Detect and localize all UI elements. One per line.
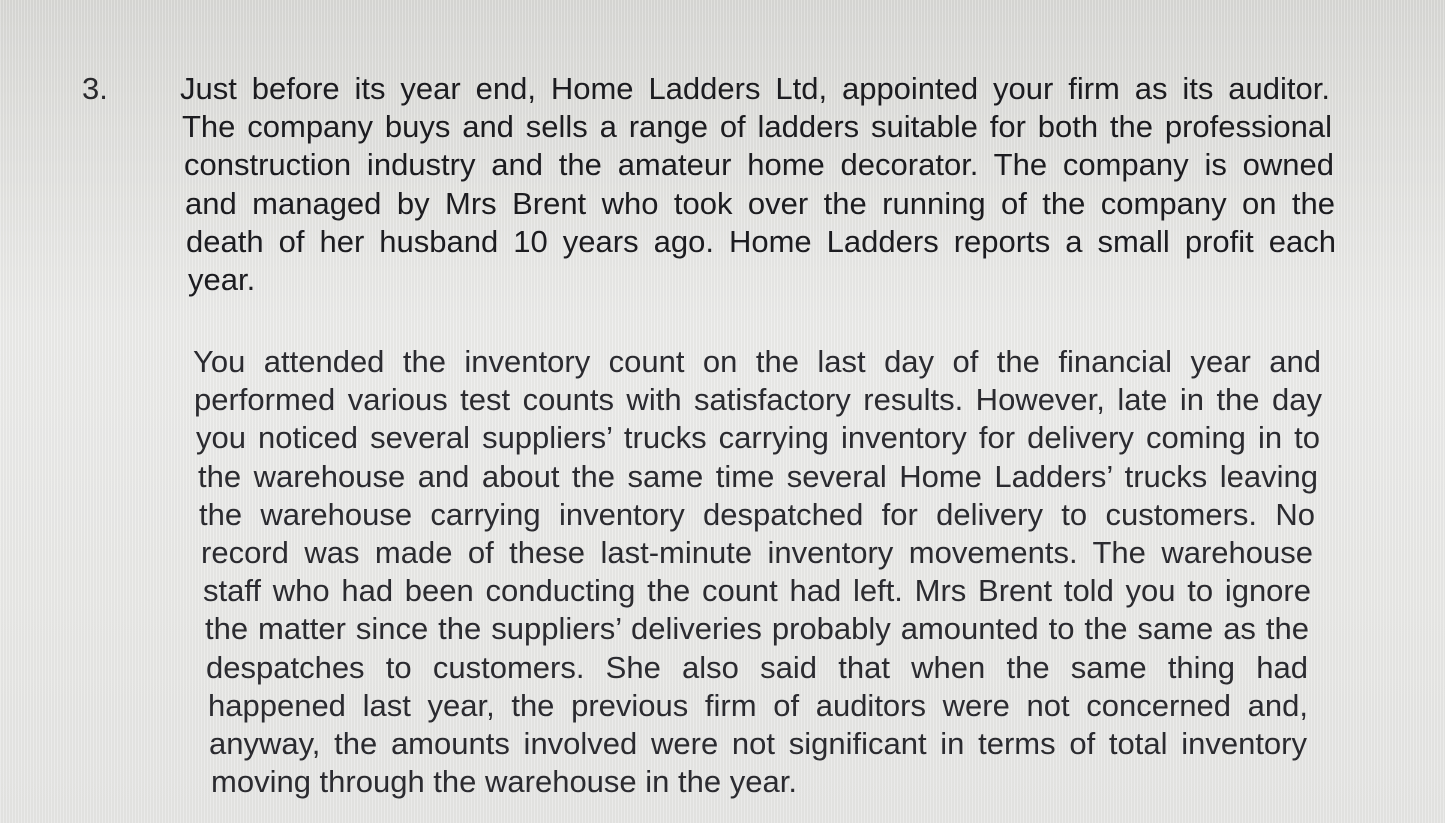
text-line: despatches to customers. She also said that when the same thing had xyxy=(206,649,1308,685)
text-line: construction industry and the amateur home decorator. The company is owned xyxy=(184,147,1334,183)
text-line: record was made of these last-minute inventory movements. The warehouse xyxy=(201,535,1313,571)
text-line: happened last year, the previous firm of auditors were not concerned and, xyxy=(208,687,1308,723)
text-line: you noticed several suppliers’ trucks carrying inventory for delivery coming in to xyxy=(196,420,1320,456)
text-line: The company buys and sells a range of ladders suitable for both the professional xyxy=(182,109,1332,145)
text-line: You attended the inventory count on the last day of the financial year and xyxy=(193,344,1321,379)
text-line: and managed by Mrs Brent who took over the running of the company on the xyxy=(185,185,1335,221)
text-line: performed various test counts with satisfactory results. However, late in the day xyxy=(194,382,1322,418)
text-line: the warehouse carrying inventory despatched for delivery to customers. No xyxy=(199,496,1315,532)
paragraph-inventory-count xyxy=(193,343,1321,801)
text-line: moving through the warehouse in the year. xyxy=(211,764,797,800)
text-line: anyway, the amounts involved were not significant in terms of total inventory xyxy=(209,726,1307,762)
text-line: the warehouse and about the same time several Home Ladders’ trucks leaving xyxy=(198,458,1318,494)
question-number: 3. xyxy=(82,71,108,106)
text-line: staff who had been conducting the count had left. Mrs Brent told you to ignore xyxy=(203,573,1311,609)
text-line: death of her husband 10 years ago. Home Ladders reports a small profit each xyxy=(186,223,1336,259)
text-line: the matter since the suppliers’ deliveries probably amounted to the same as the xyxy=(205,611,1309,647)
text-line: Just before its year end, Home Ladders Ltd, appointed your firm as its auditor. xyxy=(180,71,1330,106)
paragraph-intro xyxy=(180,70,1336,299)
text-line: year. xyxy=(188,262,256,298)
